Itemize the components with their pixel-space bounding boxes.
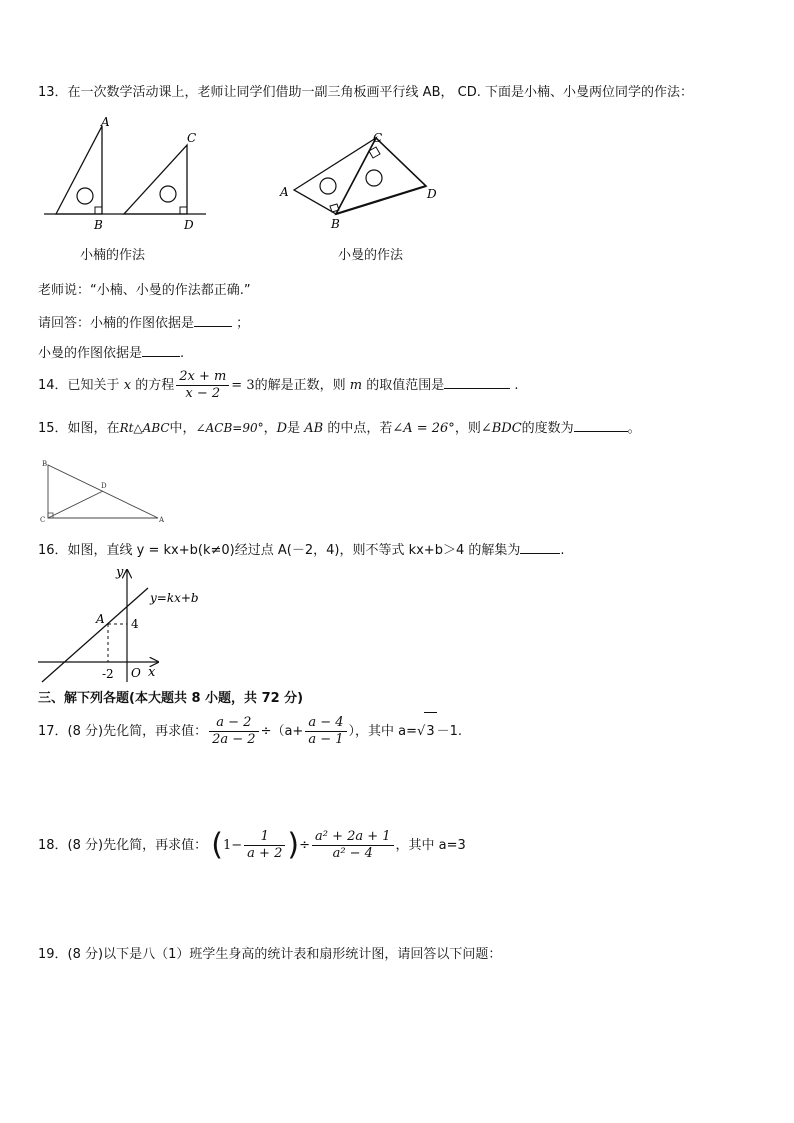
q17-f1-den: 2a − 2 xyxy=(212,732,256,747)
q18-one-minus: 1− xyxy=(222,838,243,853)
q17-fraction1 xyxy=(209,715,258,748)
q16-blank[interactable] xyxy=(520,540,560,554)
caption-xiaoman: 小曼的作法 xyxy=(338,248,404,263)
q15-pre: 如图，在 xyxy=(67,421,120,436)
q13-number: 13． xyxy=(38,85,68,100)
q17-f2-den: a − 1 xyxy=(308,732,344,747)
q18-f2-den: a² − 4 xyxy=(332,846,373,861)
q15-angle-bdc: ∠BDC xyxy=(480,421,522,436)
hole-2 xyxy=(160,186,176,202)
right-angle-b xyxy=(330,204,339,212)
label-a: A xyxy=(159,516,165,524)
q18-right-paren: ) xyxy=(287,827,300,863)
q15-t3: 是 xyxy=(287,421,301,436)
q15-ab: AB xyxy=(304,421,324,436)
q18-tail: ，其中 a=3 xyxy=(395,838,466,853)
triangle-big xyxy=(294,138,376,214)
q13-answer2-suffix: . xyxy=(180,346,185,361)
q14-blank[interactable] xyxy=(444,375,510,389)
q14-var-x: x xyxy=(123,378,132,393)
triangle-2 xyxy=(124,145,187,214)
q13-answer2 xyxy=(38,343,184,363)
edge-bd xyxy=(336,186,426,214)
q15-angle-a: ∠A = 26° xyxy=(392,421,455,436)
label-o: O xyxy=(131,666,141,680)
q17-f2-num: a − 4 xyxy=(305,715,346,732)
q13-answer2-prefix: 小曼的作图依据是 xyxy=(38,346,143,361)
right-angle-d xyxy=(180,207,187,214)
q19-text: 以下是八（1）班学生身高的统计表和扇形统计图，请回答以下问题： xyxy=(103,947,502,962)
q18-f1-den: a + 2 xyxy=(247,846,283,861)
q18-fraction1 xyxy=(244,829,285,862)
label-neg2: -2 xyxy=(102,667,114,681)
q18-div: ÷ xyxy=(299,838,310,853)
q17-fraction2 xyxy=(305,715,346,748)
q17-score: (8 分) xyxy=(67,724,104,739)
q14-mid: 的方程 xyxy=(135,378,175,393)
q16-text: 如图，直线 y = kx+b(k≠0)经过点 A(－2，4)，则不等式 kx+b＞4 的解集为 xyxy=(67,543,521,558)
triangle-small xyxy=(336,138,426,214)
q19-score: (8 分) xyxy=(67,947,104,962)
q17-text: 先化简，再求值： xyxy=(103,724,208,739)
q14-number: 14． xyxy=(38,378,68,393)
q16-stem xyxy=(38,540,565,560)
q13-teacher: 老师说：“小楠、小曼的作法都正确.” xyxy=(38,283,251,298)
q15-end: 。 xyxy=(627,421,641,436)
label-b: B xyxy=(42,460,48,468)
q15-t5: ，则 xyxy=(454,421,481,436)
label-b: B xyxy=(331,217,340,231)
q17-f1-num: a − 2 xyxy=(209,715,258,732)
q14-frac-num: 2x + m xyxy=(176,369,229,386)
q14-post2: 的取值范围是 xyxy=(366,378,445,393)
hole-1 xyxy=(77,188,93,204)
q13-figure-xiaoman xyxy=(276,128,448,232)
q17-tail: －1. xyxy=(436,724,463,739)
q15-t1: 中， xyxy=(169,421,196,436)
q14-eq: = 3 xyxy=(231,378,255,393)
q16-number: 16． xyxy=(38,543,68,558)
q15-triangle: Rt△ABC xyxy=(119,421,170,435)
hole-2 xyxy=(366,170,382,186)
q13-answer1-blank[interactable] xyxy=(194,313,232,327)
label-a: A xyxy=(96,612,105,626)
q18-text: 先化简，再求值： xyxy=(103,838,208,853)
q18-number: 18． xyxy=(38,838,68,853)
q18-stem xyxy=(38,824,466,868)
label-a: A xyxy=(280,185,289,199)
q13-figure-xiaonan xyxy=(40,112,212,236)
q13-answer1-suffix: ； xyxy=(236,316,250,331)
q15-d: D xyxy=(276,421,288,436)
label-a: A xyxy=(101,115,110,129)
hole-1 xyxy=(320,178,336,194)
q16-end: . xyxy=(560,543,565,558)
q15-figure xyxy=(38,456,170,526)
q17-div: ÷（a+ xyxy=(260,724,304,739)
q17-sqrt-value: 3 xyxy=(424,712,436,751)
q16-figure xyxy=(34,560,234,684)
label-line: y=kx+b xyxy=(150,591,199,605)
q17-close: ），其中 a= xyxy=(348,724,418,739)
q15-stem xyxy=(38,418,641,438)
q13-stem xyxy=(38,84,693,102)
label-d: D xyxy=(101,482,107,490)
q18-fraction2 xyxy=(312,829,394,862)
q14-end: . xyxy=(514,378,519,393)
q15-t2: ， xyxy=(263,421,277,436)
q13-text: 在一次数学活动课上，老师让同学们借助一副三角板画平行线 AB， CD. 下面是小楠、小曼两位同学的作法： xyxy=(67,85,693,100)
right-angle-b xyxy=(95,207,102,214)
q14-fraction xyxy=(176,369,229,402)
q18-score: (8 分) xyxy=(67,838,104,853)
q14-var-m: m xyxy=(349,378,363,393)
q15-blank[interactable] xyxy=(574,418,628,432)
q17-sqrt-sign: √ xyxy=(417,724,426,739)
q15-angle-acb: ∠ACB=90° xyxy=(195,421,264,435)
q17-stem xyxy=(38,712,462,751)
q15-number: 15． xyxy=(38,421,68,436)
label-d: D xyxy=(184,218,194,232)
section3-heading: 三、解下列各题(本大题共 8 小题，共 72 分) xyxy=(38,691,304,706)
label-c: C xyxy=(40,516,46,524)
q18-left-paren: ( xyxy=(211,827,223,863)
q15-t4: 的中点，若 xyxy=(327,421,393,436)
q19-number: 19． xyxy=(38,947,68,962)
label-c: C xyxy=(373,131,383,145)
q14-pre: 已知关于 xyxy=(67,378,120,393)
label-4: 4 xyxy=(131,617,139,631)
q14-frac-den: x − 2 xyxy=(185,386,221,401)
q14-post1: 的解是正数，则 xyxy=(254,378,346,393)
q15-t6: 的度数为 xyxy=(521,421,574,436)
label-b: B xyxy=(94,218,103,232)
q19-stem xyxy=(38,946,501,964)
q13-answer1 xyxy=(38,313,249,333)
q13-answer1-prefix: 请回答：小楠的作图依据是 xyxy=(38,316,195,331)
q18-f1-num: 1 xyxy=(244,829,285,846)
segment-cd xyxy=(48,491,103,518)
label-x: x xyxy=(148,665,156,680)
caption-xiaonan: 小楠的作法 xyxy=(80,248,146,263)
q14-stem xyxy=(38,368,519,404)
q13-answer2-blank[interactable] xyxy=(142,343,180,357)
label-c: C xyxy=(187,131,197,145)
q18-f2-num: a² + 2a + 1 xyxy=(312,829,394,846)
q17-number: 17． xyxy=(38,724,68,739)
label-d: D xyxy=(427,187,437,201)
label-y: y xyxy=(116,565,124,580)
